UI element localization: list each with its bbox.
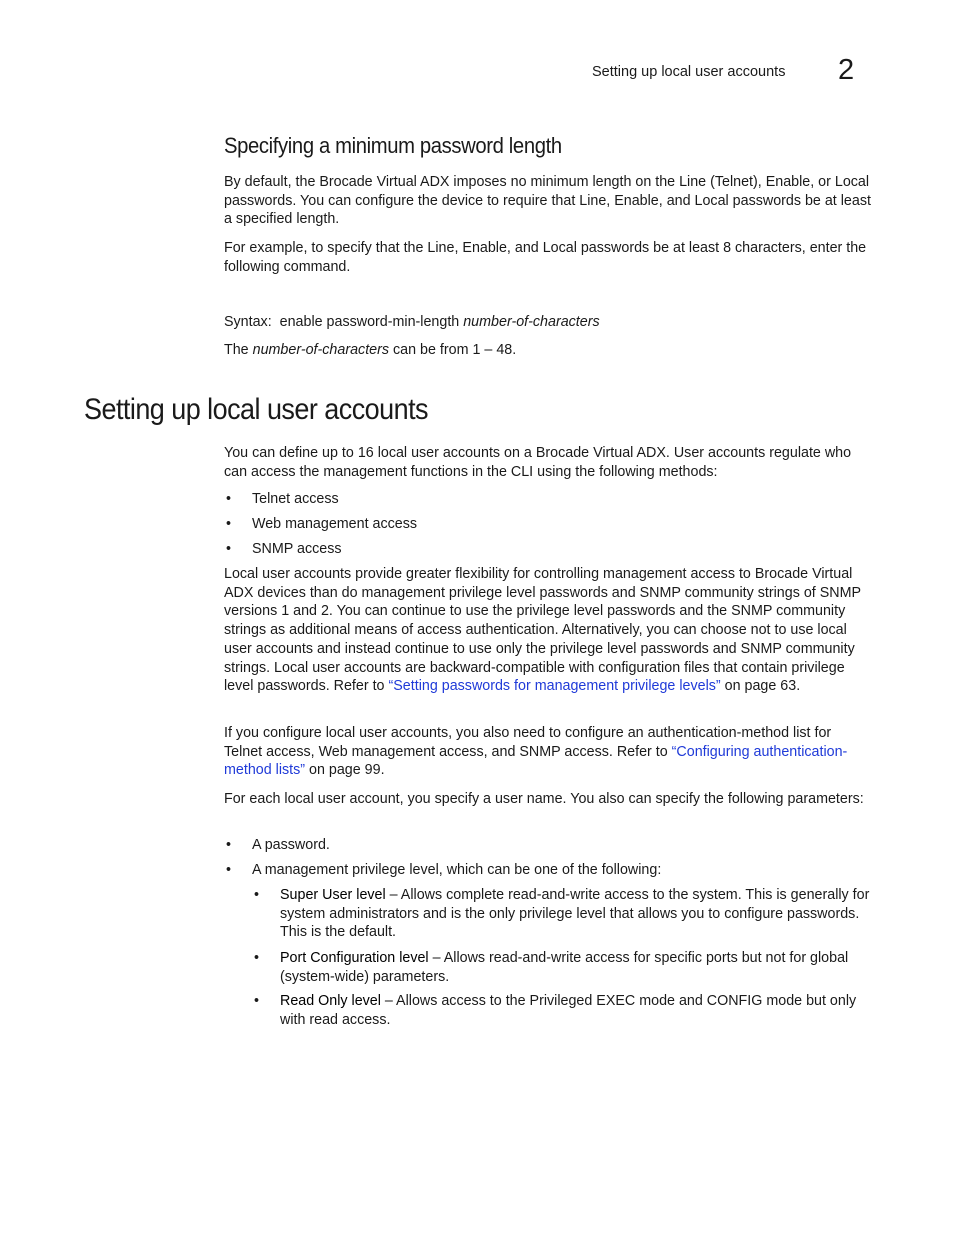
bullet-icon: • [226, 837, 232, 853]
syntax-command: enable password-min-length [279, 314, 460, 330]
paragraph-example: For example, to specify that the Line, Enable, and Local passwords be at least 8 characters, enter the following command. [224, 240, 867, 275]
bullet-icon: • [254, 887, 260, 903]
syntax-parameter: number-of-characters [463, 314, 600, 330]
chapter-number: 2 [838, 54, 855, 86]
bullet-icon: • [226, 862, 232, 878]
bullet-icon: • [254, 950, 260, 966]
syntax-label: Syntax: [224, 314, 272, 330]
running-header-title: Setting up local user accounts [592, 64, 786, 80]
syntax-line [224, 313, 872, 332]
paragraph-flexibility: Local user accounts provide greater flexibility for controlling management access to Brocade Virtual ADX devices than do management privilege level passwords and SNMP community strings of SNMP versions 1 and 2. You can continue to use the privilege level passwords and the SNMP community strings as additional means of access authentication. Alternatively, you can choose not to use local user accounts and instead continue to use only the privilege level passwords and SNMP community strings. Local user accounts are backward-compatible with configuration files that contain privilege level passwords. Refer to “Setting passwords for management privilege levels” on page 63. [224, 566, 861, 695]
bullet-icon: • [226, 491, 232, 507]
section-heading-local-accounts: Setting up local user accounts [84, 393, 429, 426]
paragraph-intro: You can define up to 16 local user accounts on a Brocade Virtual ADX. User accounts regulate who can access the management functions in the CLI using the following methods: [224, 445, 852, 480]
bullet-icon: • [226, 541, 232, 557]
link-setting-passwords[interactable]: “Setting passwords for management privilege levels” [388, 678, 721, 695]
bullet-icon: • [254, 993, 260, 1009]
paragraph-default-min-length: By default, the Brocade Virtual ADX imposes no minimum length on the Line (Telnet), Enable, or Local passwords. You can configure the device to require that Line, Enable, and Local passwords be at least a specified length. [224, 174, 871, 228]
parameter-range: The number-of-characters can be from 1 – 48. [224, 342, 517, 358]
section-heading-min-password: Specifying a minimum password length [224, 133, 562, 158]
paragraph-each-account: For each local user account, you specify a user name. You also can specify the following parameters: [224, 791, 864, 807]
link-configuring-auth-lists[interactable]: “Configuring authentication-method lists” [224, 743, 848, 779]
bullet-icon: • [226, 516, 232, 532]
paragraph-authentication: If you configure local user accounts, you also need to configure an authentication-method list for Telnet access, Web management access, and SNMP access. Refer to “Configuring authentication-method lists” on page 99. [224, 725, 848, 779]
